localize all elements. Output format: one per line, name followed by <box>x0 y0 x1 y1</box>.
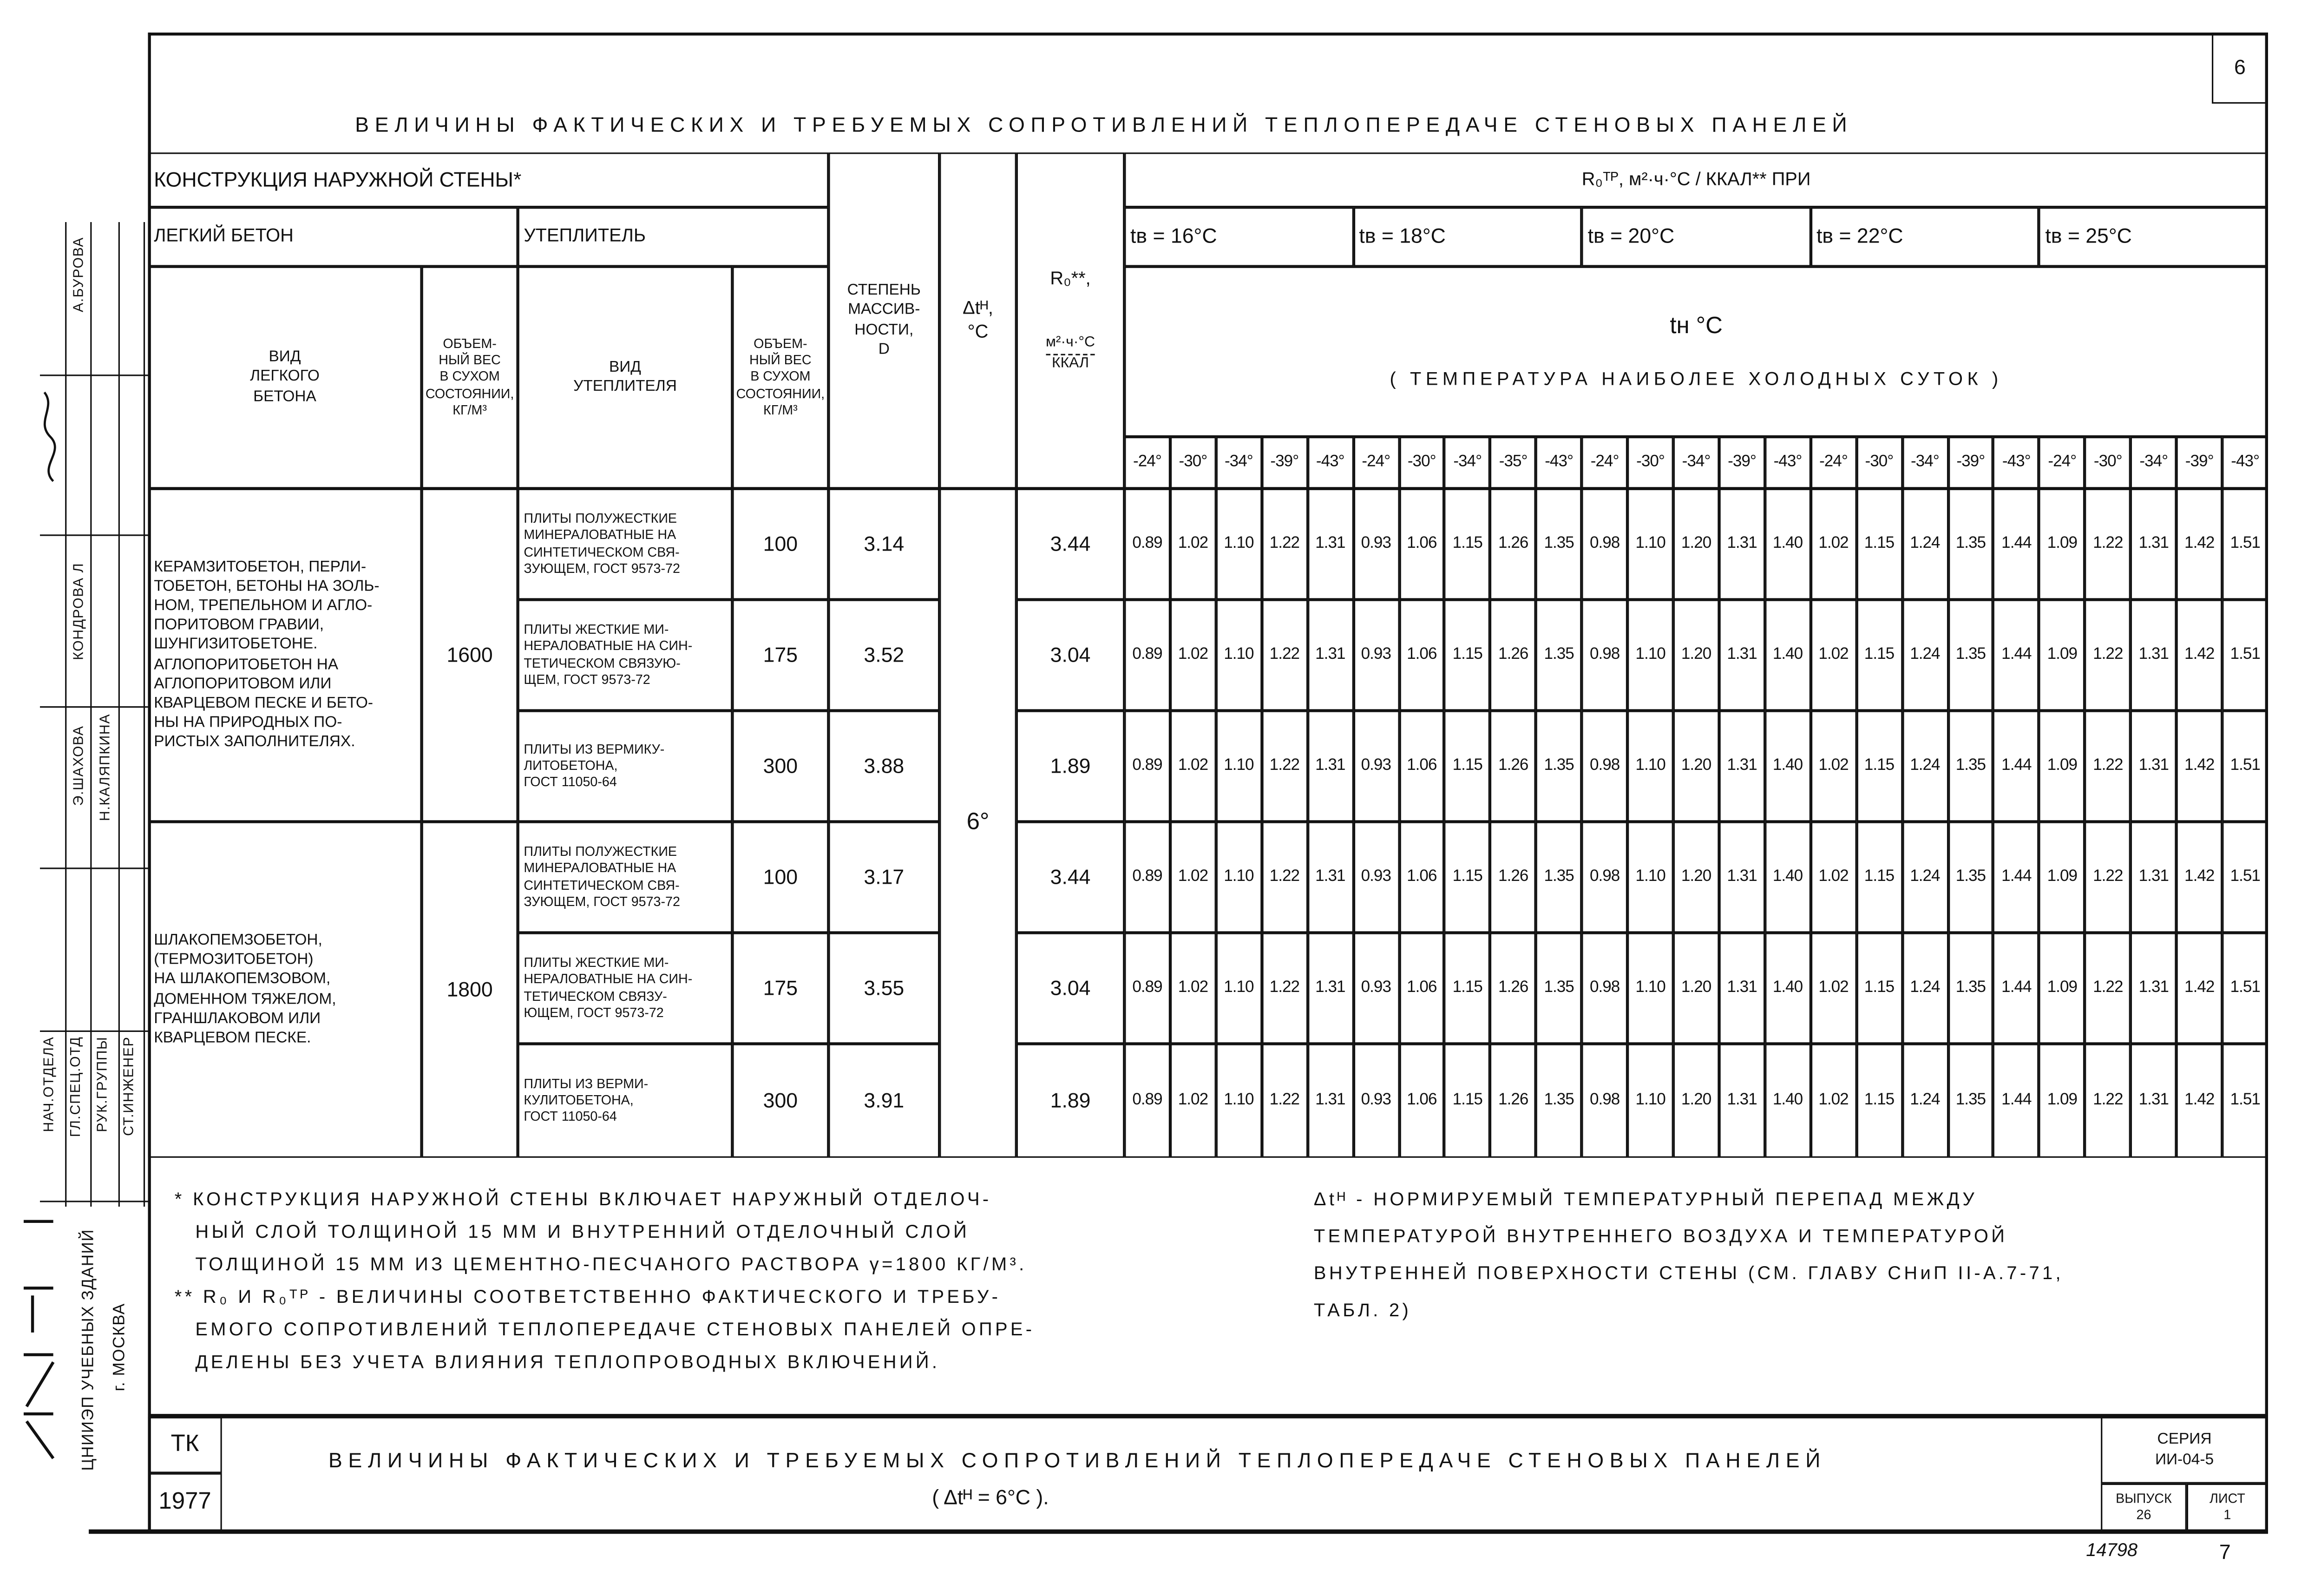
massiveness-value: 3.17 <box>828 822 939 933</box>
header-insulation-density: ОБЪЕМ- НЫЙ ВЕС В СУХОМ СОСТОЯНИИ, КГ/М³ <box>732 267 828 489</box>
required-resistance-value: 1.31 <box>2131 933 2177 1044</box>
required-resistance-value: 1.31 <box>2131 1044 2177 1157</box>
footnote-line: ТОЛЩИНОЙ 15 ММ ИЗ ЦЕМЕНТНО-ПЕСЧАНОГО РАСТВОРА γ=1800 КГ/М³. <box>195 1254 1027 1275</box>
required-resistance-value: 1.40 <box>1765 711 1810 822</box>
stamp-name: А.БУРОВА <box>71 236 87 313</box>
tn-value: -43° <box>2223 437 2268 489</box>
tn-value: -39° <box>1262 437 1307 489</box>
required-resistance-value: 1.24 <box>1902 600 1947 711</box>
tn-value: -43° <box>1307 437 1353 489</box>
page-mark: 7 <box>2219 1539 2231 1563</box>
required-resistance-value: 1.06 <box>1399 1044 1444 1157</box>
required-resistance-value: 1.51 <box>2223 1044 2268 1157</box>
required-resistance-value: 1.22 <box>2085 489 2131 600</box>
footnote-line: НЫЙ СЛОЙ ТОЛЩИНОЙ 15 ММ И ВНУТРЕННИЙ ОТДЕЛОЧНЫЙ СЛОЙ <box>195 1221 970 1242</box>
required-resistance-value: 1.35 <box>1948 1044 1993 1157</box>
required-resistance-value: 0.93 <box>1353 1044 1399 1157</box>
tn-value: -39° <box>1719 437 1764 489</box>
required-resistance-value: 1.26 <box>1490 1044 1536 1157</box>
header-tb-1: tв = 18°C <box>1353 207 1582 266</box>
stamp-column-rule <box>144 222 145 1207</box>
tn-value: -30° <box>1399 437 1444 489</box>
r0-value: 3.44 <box>1016 489 1124 600</box>
tn-value: -34° <box>1445 437 1490 489</box>
required-resistance-value: 1.15 <box>1856 711 1902 822</box>
required-resistance-value: 1.10 <box>1627 600 1673 711</box>
required-resistance-value: 1.09 <box>2039 489 2085 600</box>
massiveness-value: 3.88 <box>828 711 939 822</box>
required-resistance-value: 1.24 <box>1902 489 1947 600</box>
required-resistance-value: 1.02 <box>1170 600 1216 711</box>
concrete-density: 1600 <box>422 489 518 822</box>
required-resistance-value: 0.98 <box>1582 711 1627 822</box>
required-resistance-value: 0.93 <box>1353 600 1399 711</box>
required-resistance-value: 1.26 <box>1490 711 1536 822</box>
sheet-box <box>2187 1484 2268 1531</box>
tn-value: -39° <box>2177 437 2222 489</box>
footnote-line: ТАБЛ. 2) <box>1313 1300 1412 1321</box>
required-resistance-value: 1.42 <box>2177 600 2222 711</box>
series-label: СЕРИЯ <box>2157 1431 2212 1449</box>
required-resistance-value: 1.09 <box>2039 933 2085 1044</box>
tn-value: -34° <box>2131 437 2177 489</box>
required-resistance-value: 1.42 <box>2177 489 2222 600</box>
r0-unit-denominator: ККАЛ <box>1052 355 1089 372</box>
required-resistance-value: 1.22 <box>2085 822 2131 933</box>
insulation-density: 100 <box>732 822 828 933</box>
required-resistance-value: 1.22 <box>1262 489 1307 600</box>
massiveness-value: 3.14 <box>828 489 939 600</box>
required-resistance-value: 1.22 <box>1262 822 1307 933</box>
required-resistance-value: 1.35 <box>1948 822 1993 933</box>
tn-value: -24° <box>1353 437 1399 489</box>
tn-value: -24° <box>2039 437 2085 489</box>
required-resistance-value: 1.02 <box>1170 933 1216 1044</box>
required-resistance-value: 0.98 <box>1582 933 1627 1044</box>
r0-value: 3.04 <box>1016 933 1124 1044</box>
sheet-value: 1 <box>2223 1507 2231 1522</box>
required-resistance-value: 1.31 <box>1719 711 1764 822</box>
required-resistance-value: 1.35 <box>1536 933 1581 1044</box>
required-resistance-value: 1.22 <box>2085 711 2131 822</box>
required-resistance-value: 0.89 <box>1124 933 1170 1044</box>
footnote-line: ТЕМПЕРАТУРОЙ ВНУТРЕННЕГО ВОЗДУХА И ТЕМПЕРАТУРОЙ <box>1313 1226 2008 1247</box>
required-resistance-value: 1.40 <box>1765 489 1810 600</box>
required-resistance-value: 1.06 <box>1399 711 1444 822</box>
series-value: ИИ-04-5 <box>2155 1450 2214 1468</box>
header-r0 <box>1016 152 1124 488</box>
required-resistance-value: 1.44 <box>1993 1044 2039 1157</box>
tn-value: -30° <box>1170 437 1216 489</box>
required-resistance-value: 1.26 <box>1490 822 1536 933</box>
table-title: ВЕЛИЧИНЫ ФАКТИЧЕСКИХ И ТРЕБУЕМЫХ СОПРОТИВЛЕНИЙ ТЕПЛОПЕРЕДАЧЕ СТЕНОВЫХ ПАНЕЛЕЙ <box>355 112 1853 137</box>
required-resistance-value: 1.20 <box>1673 933 1719 1044</box>
tn-value: -24° <box>1582 437 1627 489</box>
required-resistance-value: 0.93 <box>1353 489 1399 600</box>
stamp-name: КОНДРОВА Л <box>71 562 87 660</box>
tn-value: -34° <box>1902 437 1947 489</box>
required-resistance-value: 0.89 <box>1124 822 1170 933</box>
required-resistance-value: 1.10 <box>1216 489 1261 600</box>
insulation-density: 175 <box>732 933 828 1044</box>
required-resistance-value: 1.15 <box>1856 822 1902 933</box>
insulation-type: ПЛИТЫ ПОЛУЖЕСТКИЕ МИНЕРАЛОВАТНЫЕ НА СИНТЕТИЧЕСКОМ СВЯ- ЗУЮЩЕМ, ГОСТ 9573-72 <box>518 489 733 600</box>
required-resistance-value: 1.15 <box>1445 822 1490 933</box>
header-insulation-type: ВИД УТЕПЛИТЕЛЯ <box>518 267 733 489</box>
header-tb-4: tв = 25°C <box>2039 207 2268 266</box>
insulation-type: ПЛИТЫ ИЗ ВЕРМИКУ- ЛИТОБЕТОНА, ГОСТ 11050-64 <box>518 711 733 822</box>
required-resistance-value: 1.31 <box>1719 933 1764 1044</box>
required-resistance-value: 1.06 <box>1399 822 1444 933</box>
required-resistance-value: 1.35 <box>1536 489 1581 600</box>
required-resistance-value: 1.26 <box>1490 489 1536 600</box>
footnote-line: ДЕЛЕНЫ БЕЗ УЧЕТА ВЛИЯНИЯ ТЕПЛОПРОВОДНЫХ ВКЛЮЧЕНИЙ. <box>195 1352 940 1373</box>
required-resistance-value: 1.10 <box>1216 600 1261 711</box>
header-delta-t: Δtᴴ, °C <box>939 152 1016 488</box>
header-tb-3: tв = 22°C <box>1810 207 2039 266</box>
delta-t-value: 6° <box>939 489 1016 1158</box>
required-resistance-value: 1.20 <box>1673 600 1719 711</box>
required-resistance-value: 1.09 <box>2039 822 2085 933</box>
header-required-resistance: R₀ᵀᴾ, м²·ч·°C / ККАЛ** ПРИ <box>1124 152 2268 207</box>
required-resistance-value: 1.10 <box>1627 1044 1673 1157</box>
required-resistance-value: 0.93 <box>1353 822 1399 933</box>
required-resistance-value: 0.93 <box>1353 933 1399 1044</box>
stamp-role: СТ.ИНЖЕНЕР <box>121 1036 138 1136</box>
required-resistance-value: 0.89 <box>1124 1044 1170 1157</box>
required-resistance-value: 1.24 <box>1902 822 1947 933</box>
required-resistance-value: 1.20 <box>1673 1044 1719 1157</box>
insulation-density: 300 <box>732 1044 828 1157</box>
tn-value: -30° <box>1856 437 1902 489</box>
required-resistance-value: 1.15 <box>1445 1044 1490 1157</box>
required-resistance-value: 1.15 <box>1856 600 1902 711</box>
required-resistance-value: 1.10 <box>1216 711 1261 822</box>
required-resistance-value: 1.10 <box>1627 933 1673 1044</box>
r0-label: R₀**, <box>1050 267 1091 289</box>
required-resistance-value: 1.02 <box>1810 600 1856 711</box>
frame-bottom <box>89 1530 2268 1533</box>
required-resistance-value: 1.44 <box>1993 489 2039 600</box>
stamp-city: г. МОСКВА <box>111 1303 129 1392</box>
required-resistance-value: 1.31 <box>2131 600 2177 711</box>
tn-value: -30° <box>1627 437 1673 489</box>
required-resistance-value: 0.89 <box>1124 711 1170 822</box>
required-resistance-value: 1.02 <box>1170 822 1216 933</box>
signatures-icon <box>30 378 74 867</box>
tn-value: -30° <box>2085 437 2131 489</box>
required-resistance-value: 1.15 <box>1445 711 1490 822</box>
required-resistance-value: 1.44 <box>1993 600 2039 711</box>
footnote-line: Δtᴴ - НОРМИРУЕМЫЙ ТЕМПЕРАТУРНЫЙ ПЕРЕПАД МЕЖДУ <box>1313 1189 1978 1210</box>
header-bottom-rule <box>148 487 2268 489</box>
footnote-line: ** R₀ И R₀ᵀᴾ - ВЕЛИЧИНЫ СООТВЕТСТВЕННО ФАКТИЧЕСКОГО И ТРЕБУ- <box>174 1287 1001 1307</box>
header-tn <box>1124 267 2268 437</box>
stamp-row-rule <box>40 374 148 376</box>
tn-value: -34° <box>1673 437 1719 489</box>
header-concrete-type: ВИД ЛЕГКОГО БЕТОНА <box>148 267 421 489</box>
required-resistance-value: 1.15 <box>1856 933 1902 1044</box>
tn-value: -43° <box>1993 437 2039 489</box>
required-resistance-value: 1.51 <box>2223 489 2268 600</box>
required-resistance-value: 1.10 <box>1216 933 1261 1044</box>
massiveness-value: 3.52 <box>828 600 939 711</box>
required-resistance-value: 1.31 <box>1719 600 1764 711</box>
required-resistance-value: 1.10 <box>1627 711 1673 822</box>
required-resistance-value: 1.31 <box>1307 489 1353 600</box>
required-resistance-value: 1.51 <box>2223 933 2268 1044</box>
tn-value: -24° <box>1124 437 1170 489</box>
required-resistance-value: 1.40 <box>1765 933 1810 1044</box>
required-resistance-value: 1.31 <box>1719 822 1764 933</box>
title-block-top <box>148 1414 2268 1418</box>
required-resistance-value: 1.51 <box>2223 711 2268 822</box>
required-resistance-value: 1.15 <box>1445 933 1490 1044</box>
required-resistance-value: 1.35 <box>1948 489 1993 600</box>
required-resistance-value: 1.51 <box>2223 822 2268 933</box>
required-resistance-value: 1.31 <box>1719 1044 1764 1157</box>
tn-value: -43° <box>1536 437 1581 489</box>
tn-value: -43° <box>1765 437 1810 489</box>
required-resistance-value: 1.22 <box>1262 600 1307 711</box>
required-resistance-value: 1.35 <box>1948 711 1993 822</box>
required-resistance-value: 1.22 <box>1262 933 1307 1044</box>
insulation-type: ПЛИТЫ ИЗ ВЕРМИ- КУЛИТОБЕТОНА, ГОСТ 11050-64 <box>518 1044 733 1157</box>
concrete-type: КЕРАМЗИТОБЕТОН, ПЕРЛИ- ТОБЕТОН, БЕТОНЫ НА ЗОЛЬ- НОМ, ТРЕПЕЛЬНОМ И АГЛО- ПОРИТОВОМ ГРАВИИ, ШУНГИЗИТОБЕТОНЕ. АГЛОПОРИТОБЕТОН НА АГЛОПОРИТОВОМ ИЛИ КВАРЦЕВОМ ПЕСКЕ И БЕТО- НЫ НА ПРИРОДНЫХ ПО- РИСТЫХ ЗАПОЛНИТЕЛЯХ. <box>148 489 421 822</box>
stamp-column-rule <box>118 222 120 1207</box>
archive-number: 14798 <box>2086 1539 2138 1561</box>
required-resistance-value: 1.22 <box>1262 1044 1307 1157</box>
required-resistance-value: 1.42 <box>2177 933 2222 1044</box>
r0-value: 3.04 <box>1016 600 1124 711</box>
required-resistance-value: 1.35 <box>1536 711 1581 822</box>
footnote-line: ВНУТРЕННЕЙ ПОВЕРХНОСТИ СТЕНЫ (СМ. ГЛАВУ СНиП II-А.7-71, <box>1313 1263 2064 1284</box>
title-block-subtitle: ( Δtᴴ = 6°C ). <box>932 1485 1049 1509</box>
required-resistance-value: 1.22 <box>1262 711 1307 822</box>
required-resistance-value: 1.24 <box>1902 711 1947 822</box>
required-resistance-value: 1.31 <box>1307 933 1353 1044</box>
insulation-density: 100 <box>732 489 828 600</box>
tn-value: -24° <box>1810 437 1856 489</box>
required-resistance-value: 1.35 <box>1948 933 1993 1044</box>
required-resistance-value: 1.02 <box>1810 933 1856 1044</box>
footnote-line: * КОНСТРУКЦИЯ НАРУЖНОЙ СТЕНЫ ВКЛЮЧАЕТ НАРУЖНЫЙ ОТДЕЛОЧ- <box>174 1189 992 1210</box>
stamp-name: Э.ШАХОВА <box>71 725 87 806</box>
required-resistance-value: 0.98 <box>1582 489 1627 600</box>
required-resistance-value: 1.35 <box>1536 822 1581 933</box>
insulation-type: ПЛИТЫ ЖЕСТКИЕ МИ- НЕРАЛОВАТНЫЕ НА СИН- ТЕТИЧЕСКОМ СВЯЗУЮ- ЩЕМ, ГОСТ 9573-72 <box>518 600 733 711</box>
massiveness-value: 3.91 <box>828 1044 939 1157</box>
required-resistance-value: 1.22 <box>2085 600 2131 711</box>
required-resistance-value: 1.51 <box>2223 600 2268 711</box>
required-resistance-value: 1.24 <box>1902 1044 1947 1157</box>
required-resistance-value: 1.15 <box>1856 1044 1902 1157</box>
required-resistance-value: 1.10 <box>1627 822 1673 933</box>
required-resistance-value: 1.15 <box>1445 600 1490 711</box>
required-resistance-value: 1.10 <box>1216 822 1261 933</box>
stamp-org: ЦНИИЭП УЧЕБНЫХ ЗДАНИЙ <box>79 1228 98 1471</box>
header-insulation: УТЕПЛИТЕЛЬ <box>518 207 829 266</box>
issue-value: 26 <box>2136 1507 2151 1522</box>
stamp-role: ГЛ.СПЕЦ.ОТД <box>68 1036 85 1137</box>
header-concrete-density: ОБЪЕМ- НЫЙ ВЕС В СУХОМ СОСТОЯНИИ, КГ/М³ <box>422 267 518 489</box>
required-resistance-value: 1.40 <box>1765 1044 1810 1157</box>
header-massiveness: СТЕПЕНЬ МАССИВ- НОСТИ, D <box>828 152 939 488</box>
title-block-title: ВЕЛИЧИНЫ ФАКТИЧЕСКИХ И ТРЕБУЕМЫХ СОПРОТИВЛЕНИЙ ТЕПЛОПЕРЕДАЧЕ СТЕНОВЫХ ПАНЕЛЕЙ <box>328 1448 1827 1472</box>
concrete-type: ШЛАКОПЕМЗОБЕТОН, (ТЕРМОЗИТОБЕТОН) НА ШЛАКОПЕМЗОВОМ, ДОМЕННОМ ТЯЖЕЛОМ, ГРАНШЛАКОВОМ ИЛИ КВАРЦЕВОМ ПЕСКЕ. <box>148 822 421 1158</box>
tn-value: -35° <box>1490 437 1536 489</box>
required-resistance-value: 1.42 <box>2177 711 2222 822</box>
r0-value: 1.89 <box>1016 711 1124 822</box>
required-resistance-value: 1.31 <box>1719 489 1764 600</box>
tn-label: tн °C <box>1670 313 1723 339</box>
required-resistance-value: 1.22 <box>2085 933 2131 1044</box>
required-resistance-value: 1.06 <box>1399 600 1444 711</box>
required-resistance-value: 1.31 <box>1307 600 1353 711</box>
required-resistance-value: 1.44 <box>1993 822 2039 933</box>
required-resistance-value: 1.31 <box>2131 711 2177 822</box>
required-resistance-value: 1.02 <box>1810 489 1856 600</box>
issue-label: ВЫПУСК <box>2116 1491 2172 1505</box>
frame-top <box>148 33 2268 35</box>
stamp-row-rule <box>40 1031 148 1032</box>
stamp-role: РУК.ГРУППЫ <box>94 1036 111 1132</box>
r0-value: 1.89 <box>1016 1044 1124 1157</box>
required-resistance-value: 1.31 <box>1307 711 1353 822</box>
required-resistance-value: 1.31 <box>1307 1044 1353 1157</box>
concrete-density: 1800 <box>422 822 518 1158</box>
required-resistance-value: 1.10 <box>1216 1044 1261 1157</box>
series-box <box>2101 1417 2268 1483</box>
required-resistance-value: 1.02 <box>1170 489 1216 600</box>
required-resistance-value: 1.44 <box>1993 711 2039 822</box>
required-resistance-value: 0.89 <box>1124 489 1170 600</box>
insulation-type: ПЛИТЫ ЖЕСТКИЕ МИ- НЕРАЛОВАТНЫЕ НА СИН- ТЕТИЧЕСКОМ СВЯЗУ- ЮЩЕМ, ГОСТ 9573-72 <box>518 933 733 1044</box>
required-resistance-value: 0.98 <box>1582 600 1627 711</box>
insulation-type: ПЛИТЫ ПОЛУЖЕСТКИЕ МИНЕРАЛОВАТНЫЕ НА СИНТЕТИЧЕСКОМ СВЯ- ЗУЮЩЕМ, ГОСТ 9573-72 <box>518 822 733 933</box>
required-resistance-value: 1.40 <box>1765 600 1810 711</box>
required-resistance-value: 1.02 <box>1810 822 1856 933</box>
required-resistance-value: 1.44 <box>1993 933 2039 1044</box>
required-resistance-value: 1.35 <box>1536 1044 1581 1157</box>
massiveness-value: 3.55 <box>828 933 939 1044</box>
required-resistance-value: 0.98 <box>1582 822 1627 933</box>
header-construction: КОНСТРУКЦИЯ НАРУЖНОЙ СТЕНЫ* <box>148 152 828 207</box>
required-resistance-value: 1.24 <box>1902 933 1947 1044</box>
required-resistance-value: 1.42 <box>2177 822 2222 933</box>
header-light-concrete: ЛЕГКИЙ БЕТОН <box>148 207 518 266</box>
footnote-line: ЕМОГО СОПРОТИВЛЕНИЙ ТЕПЛОПЕРЕДАЧЕ СТЕНОВЫХ ПАНЕЛЕЙ ОПРЕ- <box>195 1319 1035 1340</box>
required-resistance-value: 1.42 <box>2177 1044 2222 1157</box>
required-resistance-value: 1.35 <box>1948 600 1993 711</box>
insulation-density: 175 <box>732 600 828 711</box>
insulation-density: 300 <box>732 711 828 822</box>
required-resistance-value: 1.22 <box>2085 1044 2131 1157</box>
required-resistance-value: 1.02 <box>1810 1044 1856 1157</box>
header-tb-0: tв = 16°C <box>1124 207 1353 266</box>
required-resistance-value: 1.06 <box>1399 489 1444 600</box>
issue-box <box>2101 1484 2187 1531</box>
r0-value: 3.44 <box>1016 822 1124 933</box>
required-resistance-value: 1.26 <box>1490 600 1536 711</box>
required-resistance-value: 1.20 <box>1673 489 1719 600</box>
required-resistance-value: 0.89 <box>1124 600 1170 711</box>
required-resistance-value: 0.93 <box>1353 711 1399 822</box>
required-resistance-value: 1.26 <box>1490 933 1536 1044</box>
stamp-name: Н.КАЛЯПКИНА <box>98 713 114 821</box>
required-resistance-value: 1.40 <box>1765 822 1810 933</box>
required-resistance-value: 1.06 <box>1399 933 1444 1044</box>
sheet-number: 6 <box>2212 33 2268 104</box>
tn-value: -34° <box>1216 437 1261 489</box>
required-resistance-value: 1.31 <box>2131 822 2177 933</box>
tn-note: ( ТЕМПЕРАТУРА НАИБОЛЕЕ ХОЛОДНЫХ СУТОК ) <box>1390 368 2003 389</box>
required-resistance-value: 1.20 <box>1673 822 1719 933</box>
required-resistance-value: 1.02 <box>1810 711 1856 822</box>
required-resistance-value: 0.98 <box>1582 1044 1627 1157</box>
r0-unit-numerator: м²·ч·°C <box>1046 335 1095 355</box>
stamp-column-rule <box>90 222 92 1207</box>
title-block-year: 1977 <box>148 1473 222 1531</box>
required-resistance-value: 1.02 <box>1170 1044 1216 1157</box>
required-resistance-value: 1.02 <box>1170 711 1216 822</box>
organization-logo-icon <box>18 1214 62 1466</box>
stamp-row-rule <box>40 1201 148 1202</box>
required-resistance-value: 1.31 <box>2131 489 2177 600</box>
required-resistance-value: 1.09 <box>2039 1044 2085 1157</box>
required-resistance-value: 1.10 <box>1627 489 1673 600</box>
sheet-label: ЛИСТ <box>2210 1491 2245 1505</box>
required-resistance-value: 1.15 <box>1856 489 1902 600</box>
tn-value: -39° <box>1948 437 1993 489</box>
stamp-role: НАЧ.ОТДЕЛА <box>41 1036 58 1132</box>
required-resistance-value: 1.15 <box>1445 489 1490 600</box>
required-resistance-value: 1.35 <box>1536 600 1581 711</box>
required-resistance-value: 1.09 <box>2039 711 2085 822</box>
required-resistance-value: 1.31 <box>1307 822 1353 933</box>
required-resistance-value: 1.20 <box>1673 711 1719 822</box>
stamp-row-rule <box>40 867 148 869</box>
title-block-code: ТК <box>148 1417 222 1473</box>
required-resistance-value: 1.09 <box>2039 600 2085 711</box>
header-tb-2: tв = 20°C <box>1582 207 1810 266</box>
